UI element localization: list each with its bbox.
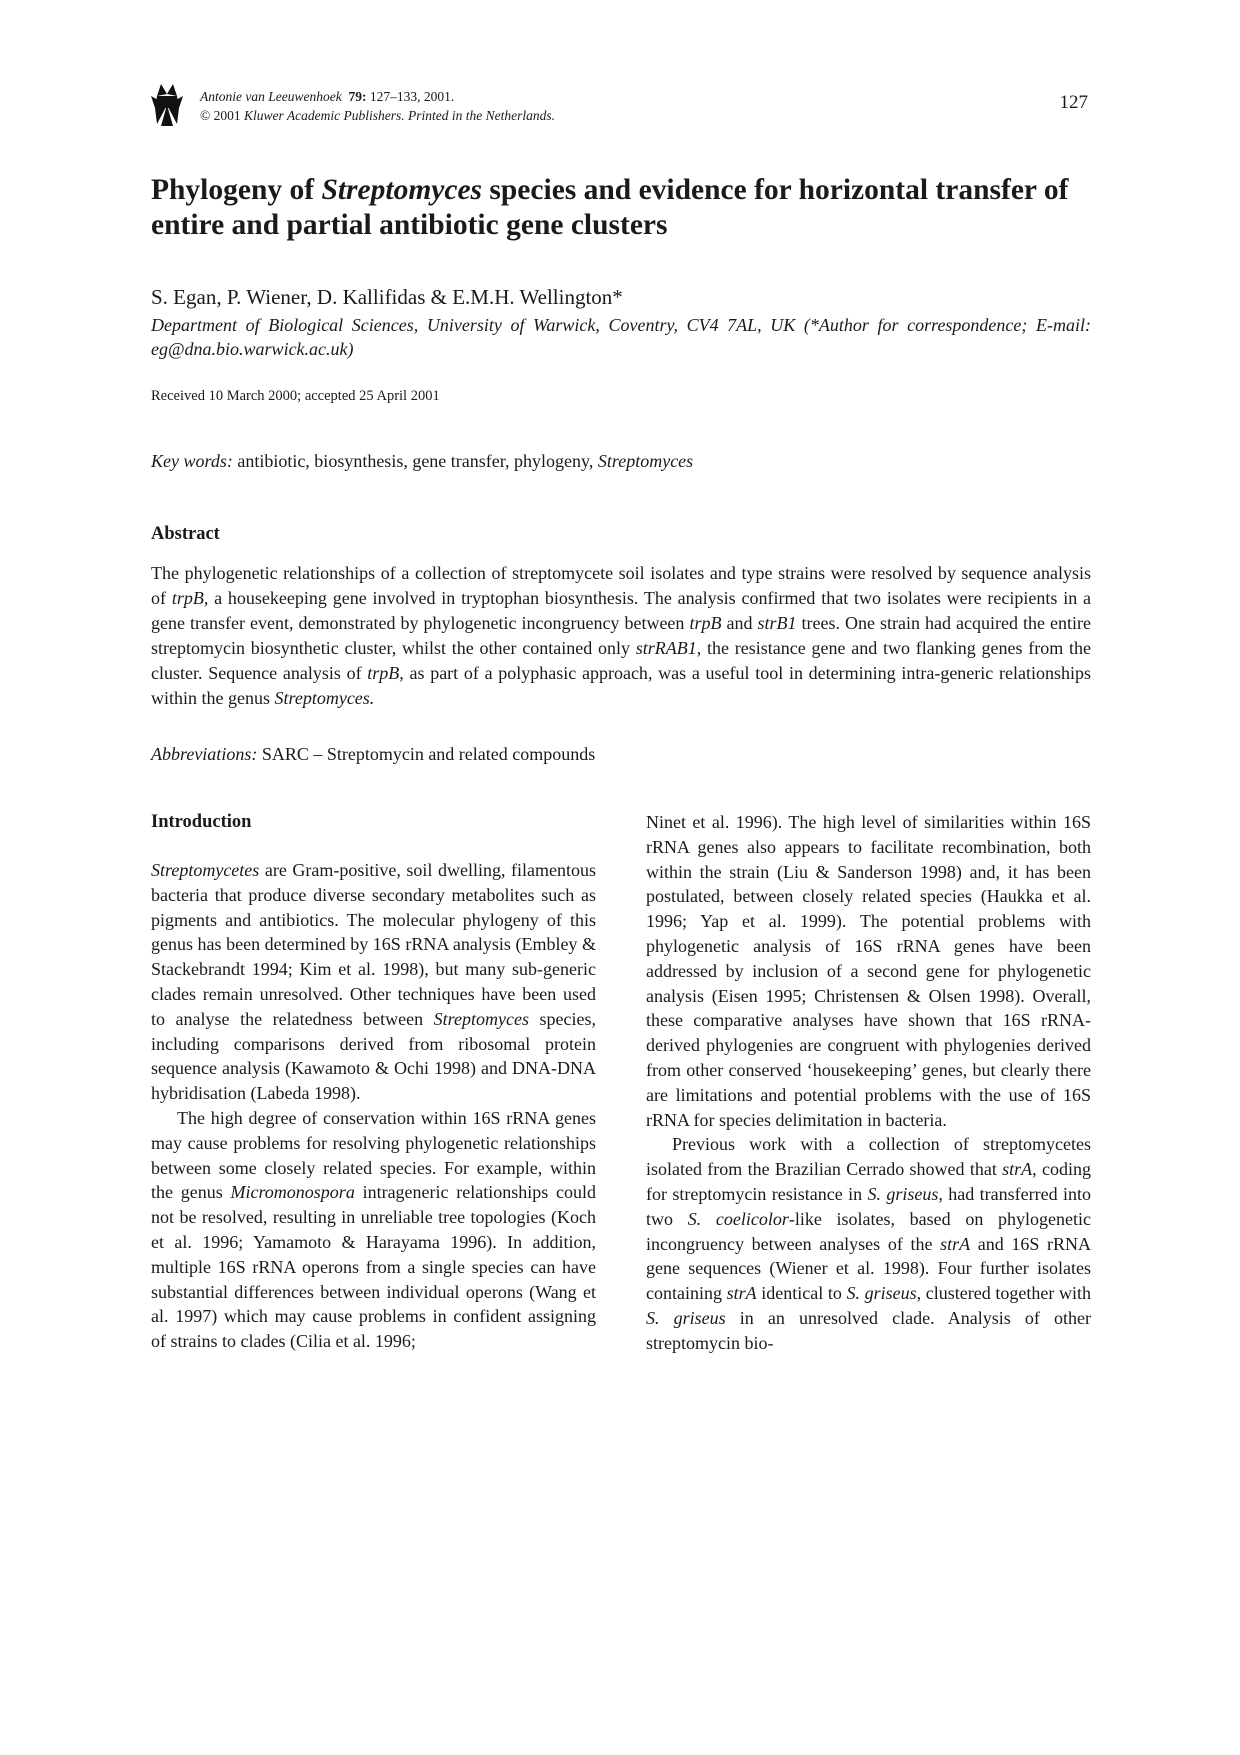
kluwer-logo-icon bbox=[151, 84, 183, 126]
page-number: 127 bbox=[1059, 92, 1088, 113]
keywords: Key words: antibiotic, biosynthesis, gene transfer, phylogeny, Streptomyces bbox=[151, 451, 694, 471]
left-column bbox=[151, 810, 596, 1354]
intro-paragraph-2: The high degree of conservation within 16S rRNA genes may cause problems for resolving phylogenetic relationships between some closely related species. For example, within the genus Micromonospora intrageneric relationships could not be resolved, resulting in unreliable tree topologies (Koch et al. 1996; Yamamoto & Harayama 1996). In addition, multiple 16S rRNA operons from a single species can have substantial differences between individual operons (Wang et al. 1997) which may cause problems in confident assigning of strains to clades (Cilia et al. 1996; bbox=[151, 1107, 596, 1352]
introduction-heading: Introduction bbox=[151, 812, 252, 832]
abstract-text: The phylogenetic relationships of a collection of streptomycete soil isolates and type strains were resolved by sequence analysis of trpB, a housekeeping gene involved in tryptophan biosynthesis. The analysis confirmed that two isolates were recipients in a gene transfer event, demonstrated by phylogenetic incongruency between trpB and strB1 trees. One strain had acquired the entire streptomycin biosynthetic cluster, whilst the other contained only strRAB1, the resistance gene and two flanking genes from the cluster. Sequence analysis of trpB, as part of a polyphasic approach, was a useful tool in determining intra-generic relationships within the genus Streptomyces. bbox=[151, 563, 1091, 708]
received-dates: Received 10 March 2000; accepted 25 April 2001 bbox=[151, 388, 440, 404]
intro-paragraph-2-continued: Ninet et al. 1996). The high level of similarities within 16S rRNA genes also appears to facilitate recombination, both within the strain (Liu & Sanderson 1998) and, it has been postulated, between closely related species (Haukka et al. 1996; Yap et al. 1999). The potential problems with phylogenetic analysis of 16S rRNA genes have been addressed by inclusion of a second gene for phylogenetic analysis (Eisen 1995; Christensen & Olsen 1998). Overall, these comparative analyses have shown that 16S rRNA-derived phylogenies are congruent with phylogenies derived from other conserved ‘housekeeping’ genes, but clearly there are limitations and potential problems with the use of 16S rRNA for species delimitation in bacteria. bbox=[646, 812, 1091, 1130]
abbreviations: Abbreviations: SARC – Streptomycin and related compounds bbox=[151, 744, 596, 764]
article-title: Phylogeny of Streptomyces species and evidence for horizontal transfer of entire and partial antibiotic gene clusters bbox=[151, 174, 1069, 241]
authors: S. Egan, P. Wiener, D. Kallifidas & E.M.H. Wellington* bbox=[151, 285, 623, 309]
affiliation: Department of Biological Sciences, University of Warwick, Coventry, CV4 7AL, UK (*Author for correspondence; E-mail: eg@dna.bio.warwick.ac.uk) bbox=[151, 315, 1091, 359]
intro-paragraph-3: Previous work with a collection of streptomycetes isolated from the Brazilian Cerrado showed that strA, coding for streptomycin resistance in S. griseus, had transferred into two S. coelicolor-like isolates, based on phylogenetic incongruency between analyses of the strA and 16S rRNA gene sequences (Wiener et al. 1998). Four further isolates containing strA identical to S. griseus, clustered together with S. griseus in an unresolved clade. Analysis of other streptomycin bio- bbox=[646, 1134, 1091, 1353]
intro-paragraph-1: Streptomycetes are Gram-positive, soil dwelling, filamentous bacteria that produce diverse secondary metabolites such as pigments and antibiotics. The molecular phylogeny of this genus has been determined by 16S rRNA analysis (Embley & Stackebrandt 1994; Kim et al. 1998), but many sub-generic clades remain unresolved. Other techniques have been used to analyse the relatedness between Streptomyces species, including comparisons derived from ribosomal protein sequence analysis (Kawamoto & Ochi 1998) and DNA-DNA hybridisation (Labeda 1998). bbox=[151, 860, 596, 1104]
abstract-heading: Abstract bbox=[151, 524, 220, 544]
right-column bbox=[646, 810, 1091, 1356]
journal-citation: Antonie van Leeuwenhoek 79: 127–133, 2001. bbox=[200, 89, 455, 104]
copyright-line: © 2001 Kluwer Academic Publishers. Printed in the Netherlands. bbox=[200, 108, 555, 123]
